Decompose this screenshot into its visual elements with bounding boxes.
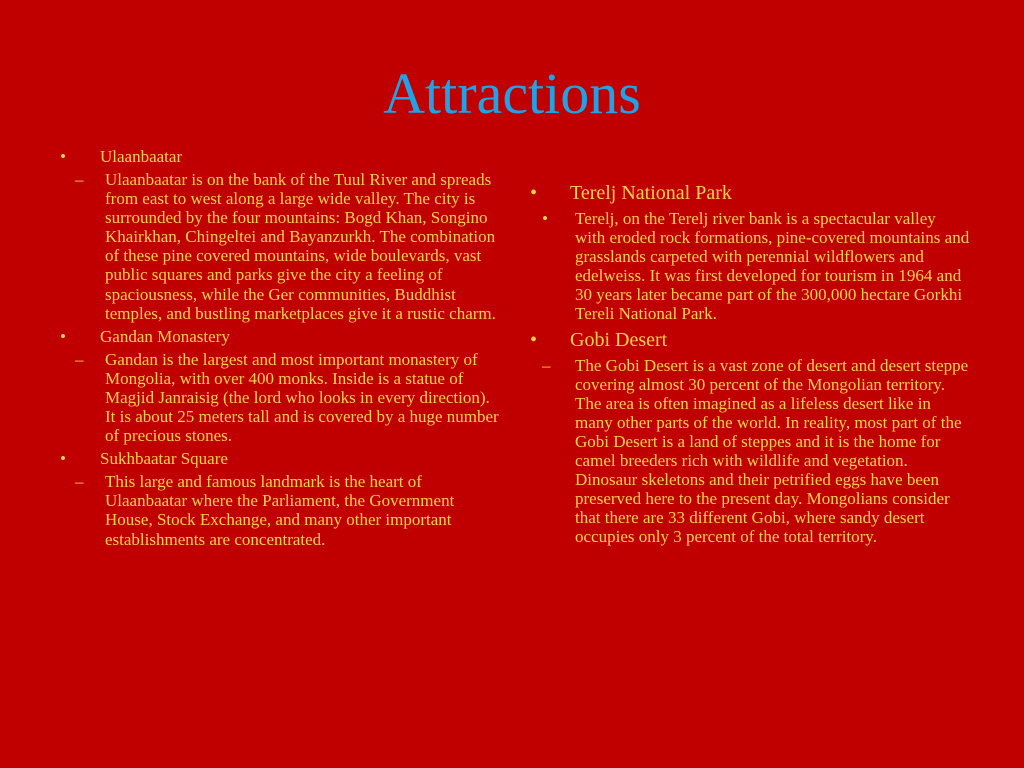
bullet-item: [530, 181, 970, 205]
bullet-item: [60, 449, 500, 468]
attraction-description: Terelj, on the Terelj river bank is a spectacular valley with eroded rock formations, pine-covered mountains and grasslands carpeted with perennial wildflowers and edelweiss. It was first developed for tourism in 1964 and 30 years later became part of the 300,000 hectare Gorkhi Tereli National Park.: [575, 209, 970, 324]
sub-bullet-marker: –: [542, 355, 551, 375]
slide-title: Attractions: [383, 61, 641, 126]
bullet-marker: •: [530, 182, 538, 204]
sub-bullet-item: [530, 356, 970, 547]
sub-bullet-marker: –: [75, 349, 84, 369]
right-column: [530, 181, 970, 551]
sub-bullet-item: [60, 472, 500, 548]
bullet-item: [530, 328, 970, 352]
sub-bullet-item: [530, 209, 970, 324]
attraction-ulaanbaatar: [60, 147, 500, 323]
attraction-description: Ulaanbaatar is on the bank of the Tuul River and spreads from east to west along a large wide valley. The city is surrounded by the four mountains: Bogd Khan, Songino Khairkhan, Chingeltei and Bayanzurkh. The combination of these pine covered mountains, wide boulevards, vast public squares and parks give the city a feeling of spaciousness, while the Ger communities, Buddhist temples, and bustling marketplaces give it a rustic charm.: [105, 170, 496, 323]
sub-bullet-marker: •: [542, 209, 548, 228]
attraction-heading: Gobi Desert: [570, 328, 668, 351]
attraction-description: Gandan is the largest and most important monastery of Mongolia, with over 400 monks. Inside is a statue of Magjid Janraisig (the lord who looks in every direction). It is about 25 meters tall and is covered by a huge number of precious stones.: [105, 349, 499, 446]
sub-bullet-item: [60, 350, 500, 445]
attraction-heading: Sukhbaatar Square: [100, 449, 228, 469]
bullet-marker: •: [60, 326, 66, 346]
attraction-heading: Gandan Monastery: [100, 326, 230, 346]
bullet-marker: •: [60, 147, 66, 166]
bullet-marker: •: [60, 449, 66, 469]
sub-bullet-item: [60, 170, 500, 323]
sub-bullet-marker: –: [75, 472, 84, 492]
attraction-heading: Terelj National Park: [570, 182, 732, 204]
attraction-gandan-monastery: [60, 327, 500, 445]
attraction-gobi-desert: [530, 328, 970, 547]
left-column: [60, 147, 500, 553]
sub-bullet-marker: –: [75, 170, 84, 189]
attraction-terelj-national-park: [530, 181, 970, 324]
attraction-sukhbaatar-square: [60, 449, 500, 548]
attraction-heading: Ulaanbaatar: [100, 147, 183, 166]
attraction-description: This large and famous landmark is the heart of Ulaanbaatar where the Parliament, the Government House, Stock Exchange, and many other important establishments are concentrated.: [105, 472, 455, 549]
bullet-item: [60, 147, 500, 166]
attraction-description: The Gobi Desert is a vast zone of desert and desert steppe covering almost 30 percent of the Mongolian territory. The area is often imagined as a lifeless desert like in many other parts of the world. In reality, most part of the Gobi Desert is a land of steppes and it is the home for camel breeders rich with wildlife and vegetation. Dinosaur skeletons and their petrified eggs have been preserved here to the present day. Mongolians consider that there are 33 different Gobi, where sandy desert occupies only 3 percent of the total territory.: [575, 355, 969, 547]
bullet-marker: •: [530, 328, 538, 351]
bullet-item: [60, 327, 500, 346]
